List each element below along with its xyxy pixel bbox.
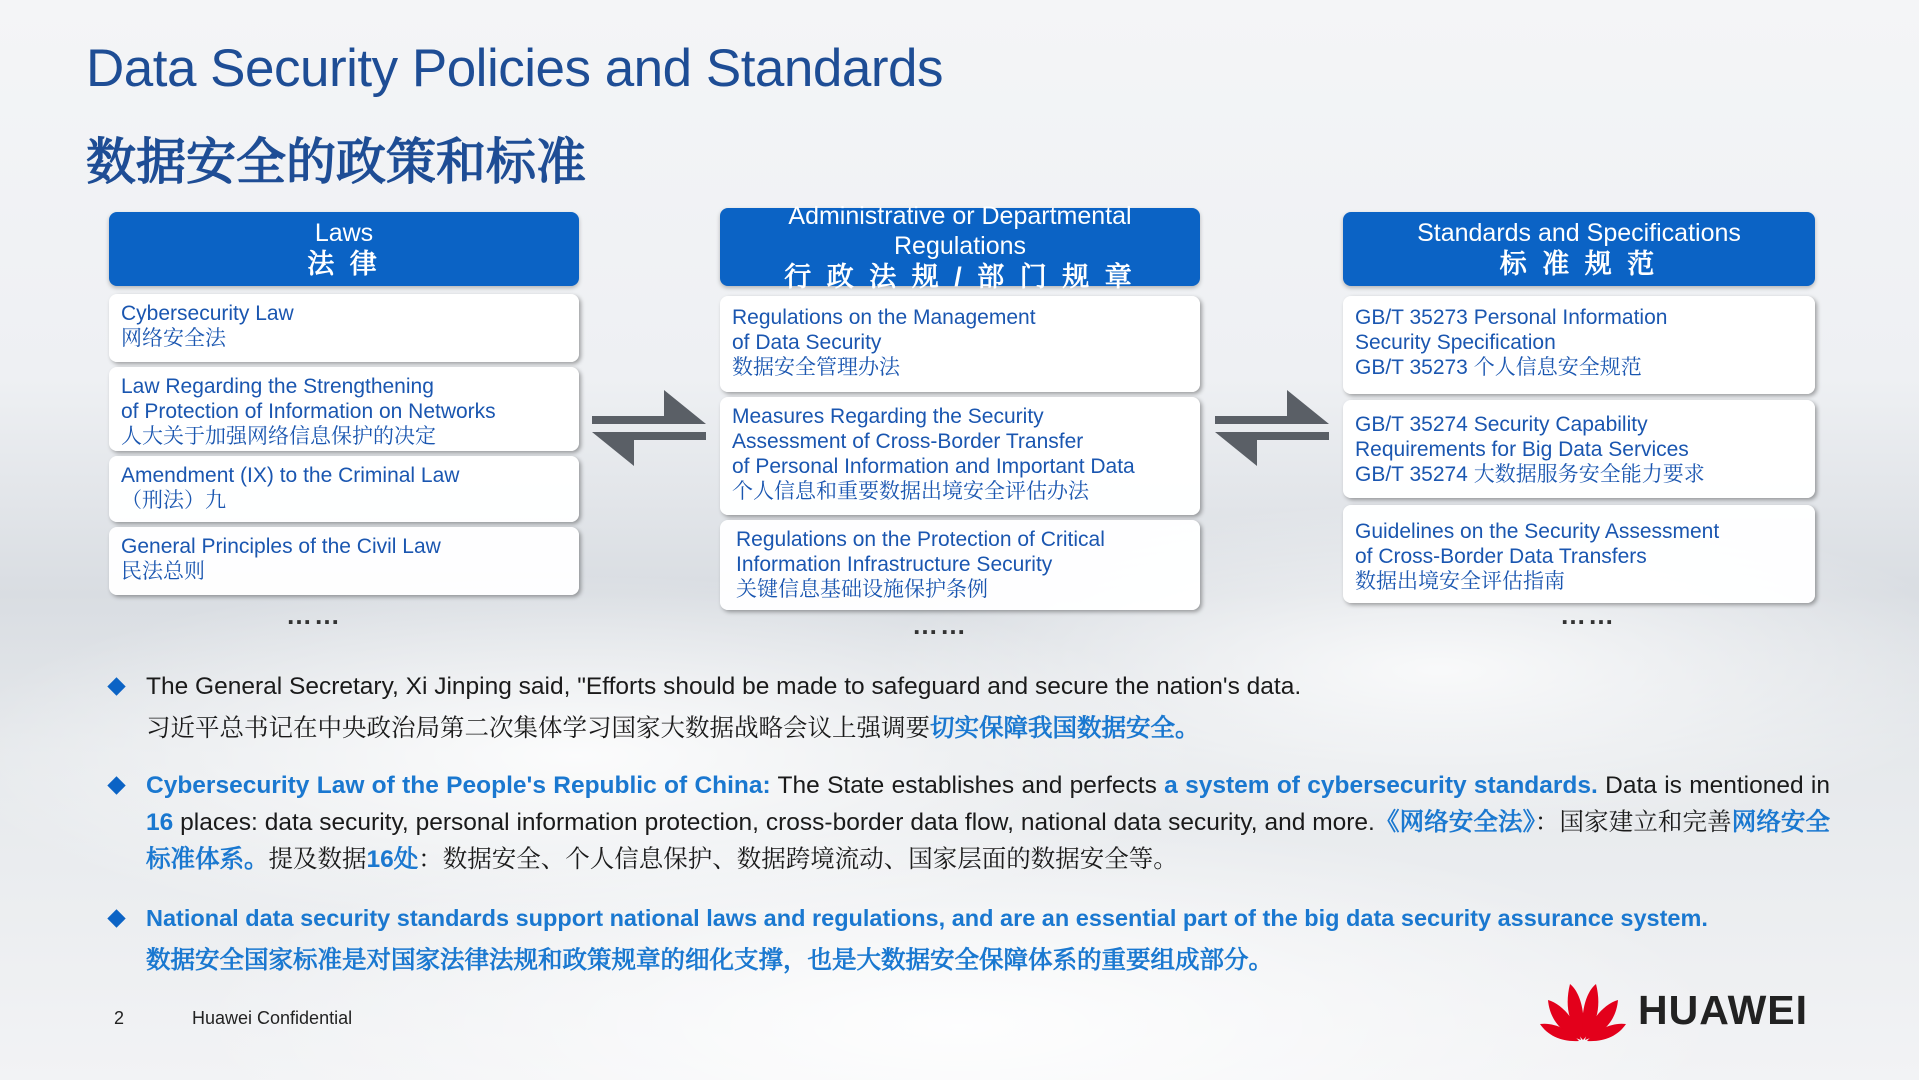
regulation-card <box>720 296 1200 392</box>
confidential-label: Huawei Confidential <box>192 1008 353 1028</box>
bullet-text-cn: 数据安全国家标准是对国家法律法规和政策规章的细化支撑，也是大数据安全保障体系的重要组成部分。 <box>146 947 1273 974</box>
bullet-text-en: The General Secretary, Xi Jinping said, "Efforts should be made to safeguard and secure the nation's data. <box>146 673 1302 700</box>
regulation-card <box>720 520 1200 610</box>
card-line: Amendment (IX) to the Criminal Law <box>121 464 460 487</box>
card-line: 数据安全管理办法 <box>732 356 900 379</box>
bullet-highlight: 16处 <box>366 846 419 873</box>
bullet-cybersecurity-law <box>110 767 1830 878</box>
bullet-text: ：国家建立和完善 <box>1534 809 1732 836</box>
bullet-text: Data is mentioned in <box>1597 772 1830 799</box>
bullet-highlight: 《网络安全法》 <box>1374 809 1535 836</box>
card-line: 民法总则 <box>121 560 205 583</box>
more-ellipsis: …… <box>912 610 968 640</box>
card-line: Law Regarding the Strengthening <box>121 375 434 398</box>
bullet-highlight: 16 <box>146 809 174 836</box>
bullet-highlight: a system of cybersecurity standards. <box>1164 772 1598 799</box>
page-subtitle: 数据安全的政策和标准 <box>86 134 586 190</box>
laws-header <box>109 212 579 286</box>
card-line: Assessment of Cross-Border Transfer <box>732 430 1084 453</box>
bullet-text: The State establishes and perfects <box>770 772 1165 799</box>
bullet-highlight: Cybersecurity Law of the People's Republic of China: <box>146 772 771 799</box>
card-line: 数据出境安全评估指南 <box>1355 570 1565 593</box>
bullet-national-standards <box>110 900 1830 979</box>
regulation-card <box>720 397 1200 515</box>
exchange-arrow-icon <box>1215 390 1329 466</box>
card-line: of Cross-Border Data Transfers <box>1355 545 1647 568</box>
bullet-text-cn: 习近平总书记在中央政治局第二次集体学习国家大数据战略会议上强调要 <box>146 715 930 742</box>
card-line: 人大关于加强网络信息保护的决定 <box>121 425 436 448</box>
laws-header-en: Laws <box>314 219 374 247</box>
card-line: of Personal Information and Important Data <box>732 455 1135 478</box>
standard-card <box>1343 505 1815 603</box>
card-line: Requirements for Big Data Services <box>1355 438 1689 461</box>
card-line: 个人信息和重要数据出境安全评估办法 <box>732 480 1089 503</box>
law-card <box>109 294 579 362</box>
bullet-text-en: National data security standards support national laws and regulations, and are an essential part of the big data security assurance system. <box>146 905 1708 931</box>
standard-card <box>1343 296 1815 394</box>
bullet-highlight: 网络安全标准体系。 <box>146 809 1831 873</box>
card-line: GB/T 35273 个人信息安全规范 <box>1355 356 1642 379</box>
card-line: of Data Security <box>732 331 882 354</box>
bullet-xi-quote <box>110 668 1830 747</box>
card-line: of Protection of Information on Networks <box>121 400 496 423</box>
bullet-diamond-icon <box>107 909 125 927</box>
card-line: Security Specification <box>1355 331 1556 354</box>
card-line: GB/T 35274 大数据服务安全能力要求 <box>1355 463 1705 486</box>
card-line: Measures Regarding the Security <box>732 405 1044 428</box>
card-line: Regulations on the Protection of Critical <box>736 528 1105 551</box>
law-card <box>109 367 579 451</box>
bullet-text: ：数据安全、个人信息保护、数据跨境流动、国家层面的数据安全等。 <box>418 846 1178 873</box>
card-line: 关键信息基础设施保护条例 <box>736 578 988 601</box>
standards-header-en: Standards and Specifications <box>1417 219 1741 247</box>
bullet-diamond-icon <box>107 776 125 794</box>
bullet-diamond-icon <box>107 677 125 695</box>
page-title: Data Security Policies and Standards <box>86 39 943 98</box>
regulations-header-en: Administrative or Departmental Regulations <box>788 202 1132 260</box>
page-number: 2 <box>114 1008 125 1028</box>
card-line: Guidelines on the Security Assessment <box>1355 520 1720 543</box>
standards-header-cn: 标 准 规 范 <box>1499 249 1659 279</box>
laws-header-cn: 法 律 <box>307 249 381 279</box>
card-line: Cybersecurity Law <box>121 302 294 325</box>
standards-header <box>1343 212 1815 286</box>
card-line: GB/T 35274 Security Capability <box>1355 413 1648 436</box>
huawei-wordmark: HUAWEI <box>1638 986 1808 1033</box>
regulations-header <box>720 202 1200 292</box>
bullet-highlight: 切实保障我国数据安全。 <box>930 715 1200 742</box>
card-line: （刑法）九 <box>121 489 226 512</box>
exchange-arrow-icon <box>592 390 706 466</box>
standard-card <box>1343 400 1815 498</box>
law-card <box>109 456 579 522</box>
card-line: GB/T 35273 Personal Information <box>1355 306 1668 329</box>
more-ellipsis: …… <box>286 600 342 630</box>
card-line: 网络安全法 <box>121 327 226 350</box>
card-line: Regulations on the Management <box>732 306 1036 329</box>
more-ellipsis: …… <box>1560 600 1616 630</box>
huawei-logo <box>1540 978 1808 1042</box>
law-card <box>109 527 579 595</box>
card-line: General Principles of the Civil Law <box>121 535 441 558</box>
bullet-text: places: data security, personal information protection, cross-border data flow, national data security, and more. <box>173 809 1375 836</box>
bullet-text: 提及数据 <box>268 846 367 873</box>
huawei-petals-icon <box>1540 978 1626 1042</box>
card-line: Information Infrastructure Security <box>736 553 1053 576</box>
regulations-header-cn: 行 政 法 规 / 部 门 规 章 <box>784 262 1136 292</box>
